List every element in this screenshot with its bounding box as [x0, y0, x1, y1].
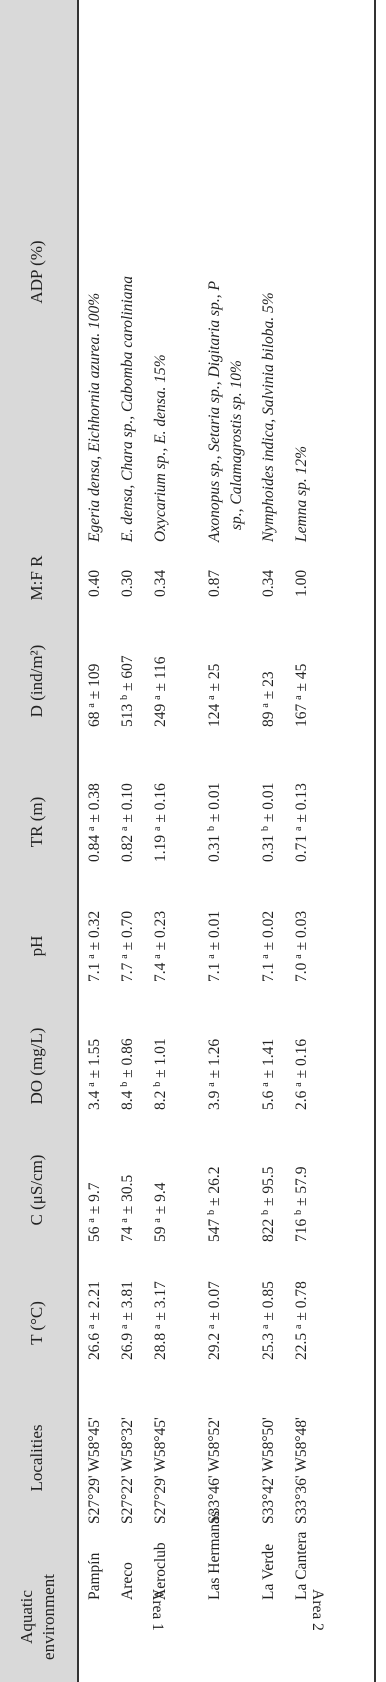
cell-conductivity-significance: a — [152, 1218, 163, 1223]
cell-temperature-value: 25.3 — [260, 1332, 277, 1360]
cell-dissolved-oxygen — [152, 1038, 170, 1110]
cell-temperature-significance: a — [152, 1324, 163, 1329]
cell-density — [206, 664, 224, 727]
cell-density-value: 167 — [293, 703, 310, 727]
cell-adp: Axonopus sp., Setaria sp., Digitaria sp., P — [206, 281, 223, 542]
cell-temperature-sd: ± 0.85 — [260, 1281, 277, 1321]
cell-environment: Pampín — [86, 1552, 103, 1600]
cell-locality: S33°42' W58°50' — [260, 1417, 277, 1524]
cell-dissolved-oxygen-sd: ± 0.86 — [119, 1038, 136, 1078]
cell-locality: S27°22' W58°32' — [119, 1417, 136, 1524]
cell-ph — [293, 911, 311, 982]
area-label-1: Area 1 — [149, 1589, 166, 1631]
cell-ph-value: 7.7 — [119, 962, 136, 982]
cell-conductivity-sd: ± 57.9 — [293, 1166, 310, 1206]
cell-mf-ratio: 0.30 — [119, 569, 136, 597]
cell-environment: La Verde — [260, 1543, 277, 1600]
cell-conductivity — [293, 1166, 311, 1242]
cell-density-significance: a — [293, 695, 304, 700]
cell-transparency-sd: ± 0.01 — [206, 782, 223, 823]
cell-temperature-sd: ± 3.81 — [119, 1281, 136, 1321]
cell-ph — [86, 911, 104, 982]
cell-dissolved-oxygen-sd: ± 0.16 — [293, 1038, 310, 1079]
cell-density-significance: a — [86, 703, 97, 708]
cell-transparency-value: 0.31 — [206, 834, 223, 862]
cell-adp: Lemna sp. 12% — [293, 445, 310, 542]
cell-dissolved-oxygen — [86, 1039, 104, 1110]
cell-conductivity-significance: b — [293, 1209, 304, 1215]
cell-temperature — [260, 1281, 278, 1360]
cell-ph-sd: ± 0.02 — [260, 910, 277, 951]
cell-transparency-sd: ± 0.13 — [293, 783, 310, 823]
cell-dissolved-oxygen — [206, 1039, 224, 1110]
cell-transparency-significance: b — [206, 826, 217, 831]
cell-density-sd: ± 607 — [119, 655, 136, 691]
cell-ph — [206, 911, 224, 982]
cell-adp-continued: sp., Calamagrostis sp. 10% — [228, 360, 245, 530]
header-transparency: TR (m) — [27, 796, 46, 848]
cell-transparency-sd: ± 0.01 — [260, 782, 277, 823]
cell-dissolved-oxygen-significance: b — [119, 1081, 130, 1087]
cell-ph-sd: ± 0.03 — [293, 910, 310, 951]
cell-transparency-significance: a — [152, 826, 163, 831]
cell-conductivity-value: 547 — [206, 1218, 223, 1242]
cell-temperature — [152, 1281, 170, 1360]
cell-density-sd: ± 116 — [152, 656, 169, 692]
cell-density-value: 89 — [260, 711, 277, 727]
cell-temperature — [293, 1281, 311, 1360]
cell-conductivity-value: 74 — [119, 1226, 136, 1242]
cell-ph-significance: a — [206, 954, 217, 959]
cell-mf-ratio: 0.34 — [152, 569, 169, 597]
cell-temperature-value: 28.8 — [152, 1332, 169, 1360]
cell-dissolved-oxygen-sd: ± 1.26 — [206, 1038, 223, 1079]
cell-conductivity — [206, 1166, 224, 1242]
cell-adp: Oxycarium sp., E. densa. 15% — [152, 354, 169, 542]
cell-density-significance: a — [206, 695, 217, 700]
cell-locality: S27°29' W58°45' — [86, 1417, 103, 1524]
cell-dissolved-oxygen-sd: ± 1.41 — [260, 1038, 277, 1079]
cell-adp: Egeria densa, Eichhornia azurea. 100% — [86, 292, 103, 542]
cell-ph-sd: ± 0.32 — [86, 910, 103, 951]
cell-conductivity-sd: ± 9.7 — [86, 1182, 103, 1215]
cell-mf-ratio: 0.34 — [260, 569, 277, 597]
header-environment: environment — [39, 1574, 58, 1660]
cell-density-significance: a — [152, 695, 163, 700]
header-dissolved-oxygen: DO (mg/L) — [27, 1027, 46, 1105]
cell-transparency-value: 1.19 — [152, 834, 169, 862]
cell-transparency — [119, 783, 137, 862]
cell-ph-significance: a — [86, 954, 97, 959]
cell-temperature-sd: ± 2.21 — [86, 1281, 103, 1321]
cell-density-sd: ± 25 — [206, 663, 223, 692]
cell-transparency-value: 0.31 — [260, 834, 277, 862]
cell-density-sd: ± 109 — [86, 663, 103, 700]
cell-temperature-value: 26.9 — [119, 1332, 136, 1360]
cell-transparency-significance: b — [260, 826, 271, 831]
cell-adp: Nymphoides indica, Salvinia biloba. 5% — [260, 292, 277, 542]
cell-transparency-significance: a — [86, 826, 97, 831]
cell-conductivity-sd: ± 95.5 — [260, 1166, 277, 1206]
cell-conductivity — [119, 1175, 137, 1242]
cell-dissolved-oxygen-significance: b — [152, 1081, 163, 1087]
cell-ph-value: 7.1 — [260, 962, 277, 982]
cell-dissolved-oxygen — [293, 1039, 311, 1110]
cell-transparency-value: 0.82 — [119, 834, 136, 862]
cell-ph-value: 7.4 — [152, 962, 169, 982]
cell-ph-value: 7.1 — [206, 962, 223, 982]
cell-transparency — [86, 783, 104, 862]
cell-density — [119, 655, 137, 727]
cell-density-value: 68 — [86, 711, 103, 727]
cell-dissolved-oxygen-significance: a — [86, 1082, 97, 1087]
cell-temperature — [206, 1281, 224, 1360]
cell-density-value: 249 — [152, 703, 169, 727]
cell-temperature-value: 22.5 — [293, 1332, 310, 1360]
cell-density — [152, 656, 170, 727]
cell-density-sd: ± 45 — [293, 663, 310, 692]
cell-conductivity — [152, 1183, 170, 1242]
cell-ph-sd: ± 0.01 — [206, 910, 223, 951]
cell-ph-significance: a — [260, 954, 271, 959]
cell-density-significance: b — [119, 694, 130, 700]
header-temperature: T (°C) — [27, 1301, 46, 1345]
cell-conductivity-sd: ± 30.5 — [119, 1174, 136, 1215]
cell-temperature — [119, 1281, 137, 1360]
cell-ph-sd: ± 0.70 — [119, 910, 136, 951]
cell-conductivity-sd: ± 26.2 — [206, 1166, 223, 1206]
cell-density-sd: ± 23 — [260, 671, 277, 700]
cell-conductivity-significance: a — [86, 1218, 97, 1223]
cell-transparency-sd: ± 0.16 — [152, 783, 169, 823]
area-label-2: Area 2 — [309, 1589, 326, 1631]
cell-mf-ratio: 0.40 — [86, 569, 103, 597]
cell-temperature-sd: ± 0.07 — [206, 1281, 223, 1321]
cell-transparency-value: 0.84 — [86, 834, 103, 862]
cell-ph-significance: a — [119, 954, 130, 959]
bottom-rule — [374, 0, 376, 1682]
cell-dissolved-oxygen-value: 5.6 — [260, 1090, 277, 1110]
cell-ph — [119, 911, 137, 982]
header-conductivity: C (μS/cm) — [27, 1154, 46, 1226]
cell-conductivity-significance: a — [119, 1218, 130, 1223]
cell-transparency-sd: ± 0.10 — [119, 783, 136, 823]
cell-mf-ratio: 1.00 — [293, 569, 310, 597]
header-mf-ratio: M:F R — [27, 555, 46, 601]
cell-environment: Las Hermanas — [206, 1510, 223, 1600]
cell-temperature-value: 29.2 — [206, 1332, 223, 1360]
cell-conductivity-value: 822 — [260, 1218, 277, 1242]
cell-density-significance: a — [260, 703, 271, 708]
cell-transparency — [293, 783, 311, 862]
cell-ph-value: 7.1 — [86, 962, 103, 982]
cell-temperature — [86, 1281, 104, 1360]
cell-dissolved-oxygen-significance: a — [260, 1082, 271, 1087]
cell-density-value: 124 — [206, 703, 223, 727]
cell-transparency-significance: a — [293, 826, 304, 831]
cell-dissolved-oxygen-significance: a — [293, 1082, 304, 1087]
cell-dissolved-oxygen-value: 2.6 — [293, 1090, 310, 1110]
cell-density — [86, 664, 104, 727]
cell-conductivity — [86, 1183, 104, 1242]
cell-conductivity-value: 716 — [293, 1218, 310, 1242]
cell-ph-significance: a — [293, 954, 304, 959]
cell-ph-value: 7.0 — [293, 962, 310, 982]
cell-dissolved-oxygen-significance: a — [206, 1082, 217, 1087]
cell-dissolved-oxygen — [119, 1038, 137, 1110]
cell-dissolved-oxygen-value: 3.9 — [206, 1090, 223, 1110]
cell-temperature-value: 26.6 — [86, 1332, 103, 1360]
cell-locality: S33°46' W58°52' — [206, 1417, 223, 1524]
cell-temperature-significance: a — [260, 1324, 271, 1329]
cell-conductivity-significance: b — [206, 1209, 217, 1215]
header-density: D (ind/m²) — [27, 644, 46, 718]
header-localities: Localities — [27, 1424, 46, 1492]
cell-temperature-sd: ± 0.78 — [293, 1281, 310, 1321]
header-adp: ADP (%) — [27, 240, 46, 304]
cell-ph — [260, 911, 278, 982]
cell-dissolved-oxygen-sd: ± 1.01 — [152, 1038, 169, 1078]
cell-environment: Areco — [119, 1562, 136, 1600]
cell-conductivity-sd: ± 9.4 — [152, 1182, 169, 1215]
cell-conductivity-significance: b — [260, 1209, 271, 1215]
cell-transparency — [152, 783, 170, 862]
cell-dissolved-oxygen-sd: ± 1.55 — [86, 1038, 103, 1079]
cell-dissolved-oxygen — [260, 1039, 278, 1110]
cell-locality: S27°29' W58°45' — [152, 1417, 169, 1524]
cell-dissolved-oxygen-value: 3.4 — [86, 1090, 103, 1110]
cell-dissolved-oxygen-value: 8.4 — [119, 1090, 136, 1110]
cell-transparency-value: 0.71 — [293, 834, 310, 862]
cell-environment: La Cantera — [293, 1531, 310, 1600]
cell-density-value: 513 — [119, 703, 136, 727]
cell-mf-ratio: 0.87 — [206, 569, 223, 597]
cell-transparency — [260, 783, 278, 862]
cell-transparency — [206, 783, 224, 862]
cell-density — [260, 671, 278, 727]
cell-conductivity — [260, 1166, 278, 1242]
cell-ph — [152, 911, 170, 982]
cell-environment: Aeroclub — [152, 1542, 169, 1600]
cell-temperature-significance: a — [86, 1324, 97, 1329]
cell-temperature-significance: a — [119, 1324, 130, 1329]
cell-adp: E. densa, Chara sp., Cabomba caroliniana — [119, 276, 136, 542]
cell-temperature-significance: a — [293, 1324, 304, 1329]
cell-ph-sd: ± 0.23 — [152, 910, 169, 951]
cell-dissolved-oxygen-value: 8.2 — [152, 1090, 169, 1110]
cell-temperature-sd: ± 3.17 — [152, 1281, 169, 1321]
cell-density — [293, 664, 311, 727]
cell-conductivity-value: 56 — [86, 1226, 103, 1242]
header-aquatic: Aquatic — [17, 1590, 36, 1644]
cell-temperature-significance: a — [206, 1324, 217, 1329]
cell-ph-significance: a — [152, 954, 163, 959]
header-rule — [77, 0, 79, 1682]
cell-transparency-significance: a — [119, 826, 130, 831]
cell-locality: S33°36' W58°48' — [293, 1417, 310, 1524]
header-ph: pH — [27, 935, 46, 957]
cell-transparency-sd: ± 0.38 — [86, 783, 103, 823]
cell-conductivity-value: 59 — [152, 1226, 169, 1242]
